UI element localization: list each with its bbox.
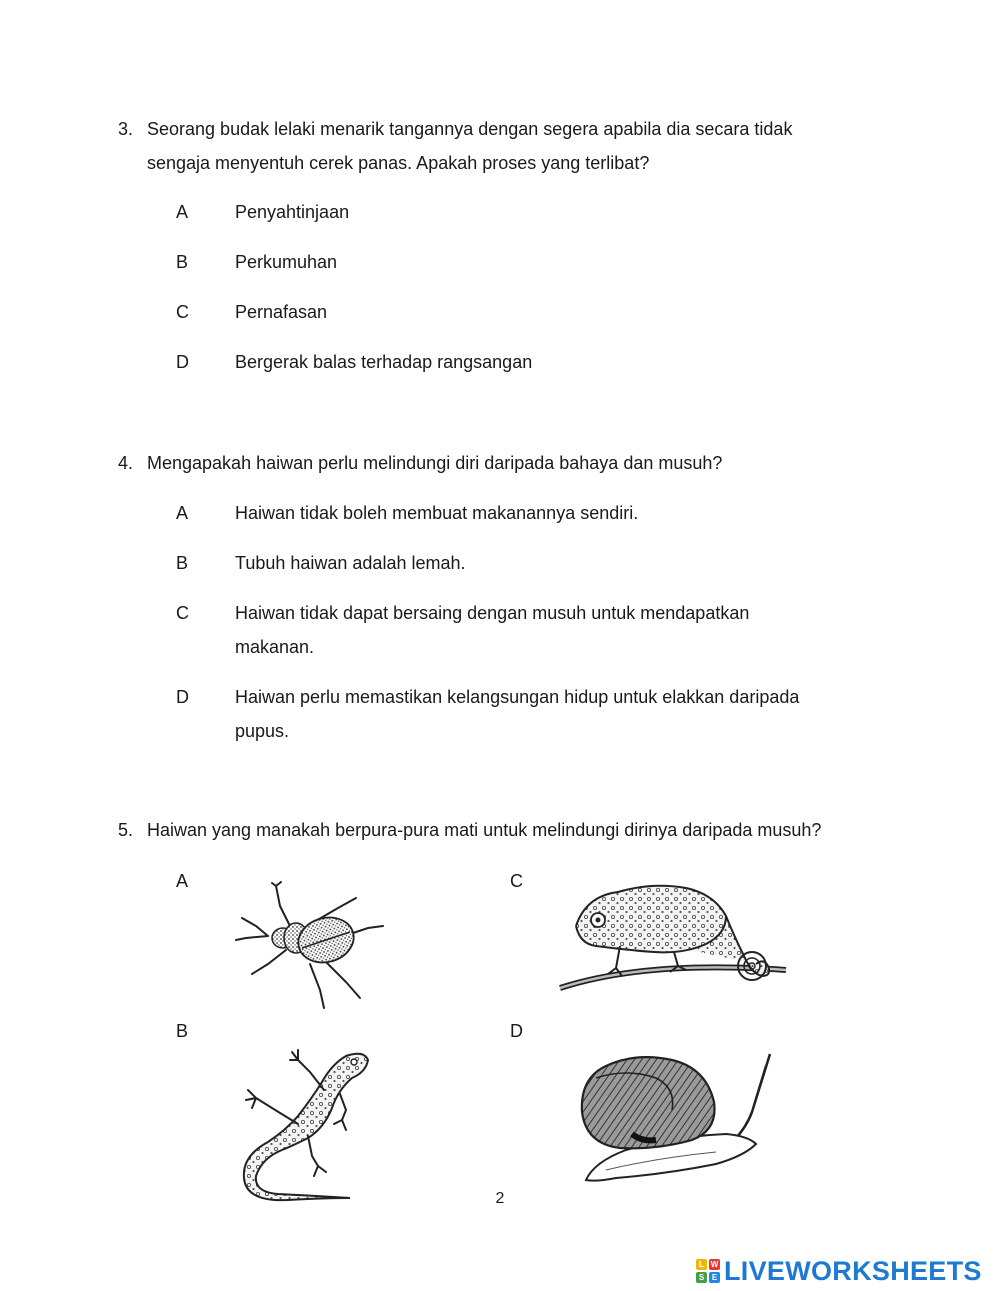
option-text-line: Haiwan tidak dapat bersaing dengan musuh untuk mendapatkan <box>235 603 750 623</box>
snail-icon[interactable] <box>576 1048 791 1188</box>
option-letter: B <box>176 553 189 573</box>
question-stem <box>147 112 898 180</box>
q5-option-b-letter[interactable]: B <box>176 1021 189 1041</box>
option-letter: D <box>176 352 189 372</box>
question-5 <box>118 813 898 847</box>
option-text: Bergerak balas terhadap rangsangan <box>235 352 533 372</box>
option-text-line: makanan. <box>235 637 315 657</box>
logo-letter: W <box>710 1260 719 1269</box>
liveworksheets-logo <box>696 1255 982 1287</box>
question-number: 5. <box>118 820 134 840</box>
q4-option-c[interactable] <box>176 596 876 664</box>
option-text-line: pupus. <box>235 721 290 741</box>
option-text: Penyahtinjaan <box>235 202 350 222</box>
option-letter: C <box>176 302 189 322</box>
question-number: 3. <box>118 119 134 139</box>
q3-option-b[interactable] <box>176 245 876 279</box>
q4-option-d[interactable] <box>176 680 876 748</box>
option-text: Haiwan tidak boleh membuat makanannya sendiri. <box>235 503 639 523</box>
q4-option-a[interactable] <box>176 496 876 530</box>
q3-option-d[interactable] <box>176 345 876 379</box>
q5-option-d-letter[interactable]: D <box>510 1021 523 1041</box>
liveworksheets-logo-mark-icon <box>696 1259 720 1283</box>
option-text-line: Haiwan perlu memastikan kelangsungan hidup untuk elakkan daripada <box>235 687 800 707</box>
option-text: Tubuh haiwan adalah lemah. <box>235 553 466 573</box>
option-letter: D <box>176 687 189 707</box>
logo-letter: E <box>709 1272 720 1283</box>
lizard-icon[interactable] <box>228 1038 373 1203</box>
stem-line: Seorang budak lelaki menarik tangannya dengan segera apabila dia secara tidak <box>147 119 793 139</box>
q4-option-b[interactable] <box>176 546 876 580</box>
brand-name: LIVEWORKSHEETS <box>724 1255 982 1286</box>
beetle-icon[interactable] <box>228 878 393 1013</box>
question-stem <box>147 446 898 480</box>
logo-letter: S <box>696 1272 707 1283</box>
stem-line: sengaja menyentuh cerek panas. Apakah proses yang terlibat? <box>147 153 650 173</box>
chameleon-icon[interactable] <box>556 878 791 998</box>
q3-option-a[interactable] <box>176 195 876 229</box>
option-text: Pernafasan <box>235 302 328 322</box>
option-letter: B <box>176 252 189 272</box>
stem-line: Haiwan yang manakah berpura-pura mati untuk melindungi dirinya daripada musuh? <box>147 820 822 840</box>
page-number: 2 <box>495 1190 505 1207</box>
stem-line: Mengapakah haiwan perlu melindungi diri daripada bahaya dan musuh? <box>147 453 723 473</box>
option-letter: C <box>176 603 189 623</box>
question-number: 4. <box>118 453 134 473</box>
option-letter: A <box>176 503 189 523</box>
option-text <box>235 596 876 664</box>
logo-letter: L <box>696 1259 707 1270</box>
q5-option-a-letter[interactable]: A <box>176 871 189 891</box>
option-letter: A <box>176 202 189 222</box>
option-text: Perkumuhan <box>235 252 338 272</box>
q5-option-c-letter[interactable]: C <box>510 871 523 891</box>
question-stem <box>147 813 898 847</box>
question-3 <box>118 112 898 180</box>
option-text <box>235 680 876 748</box>
q3-option-c[interactable] <box>176 295 876 329</box>
question-4 <box>118 446 898 480</box>
